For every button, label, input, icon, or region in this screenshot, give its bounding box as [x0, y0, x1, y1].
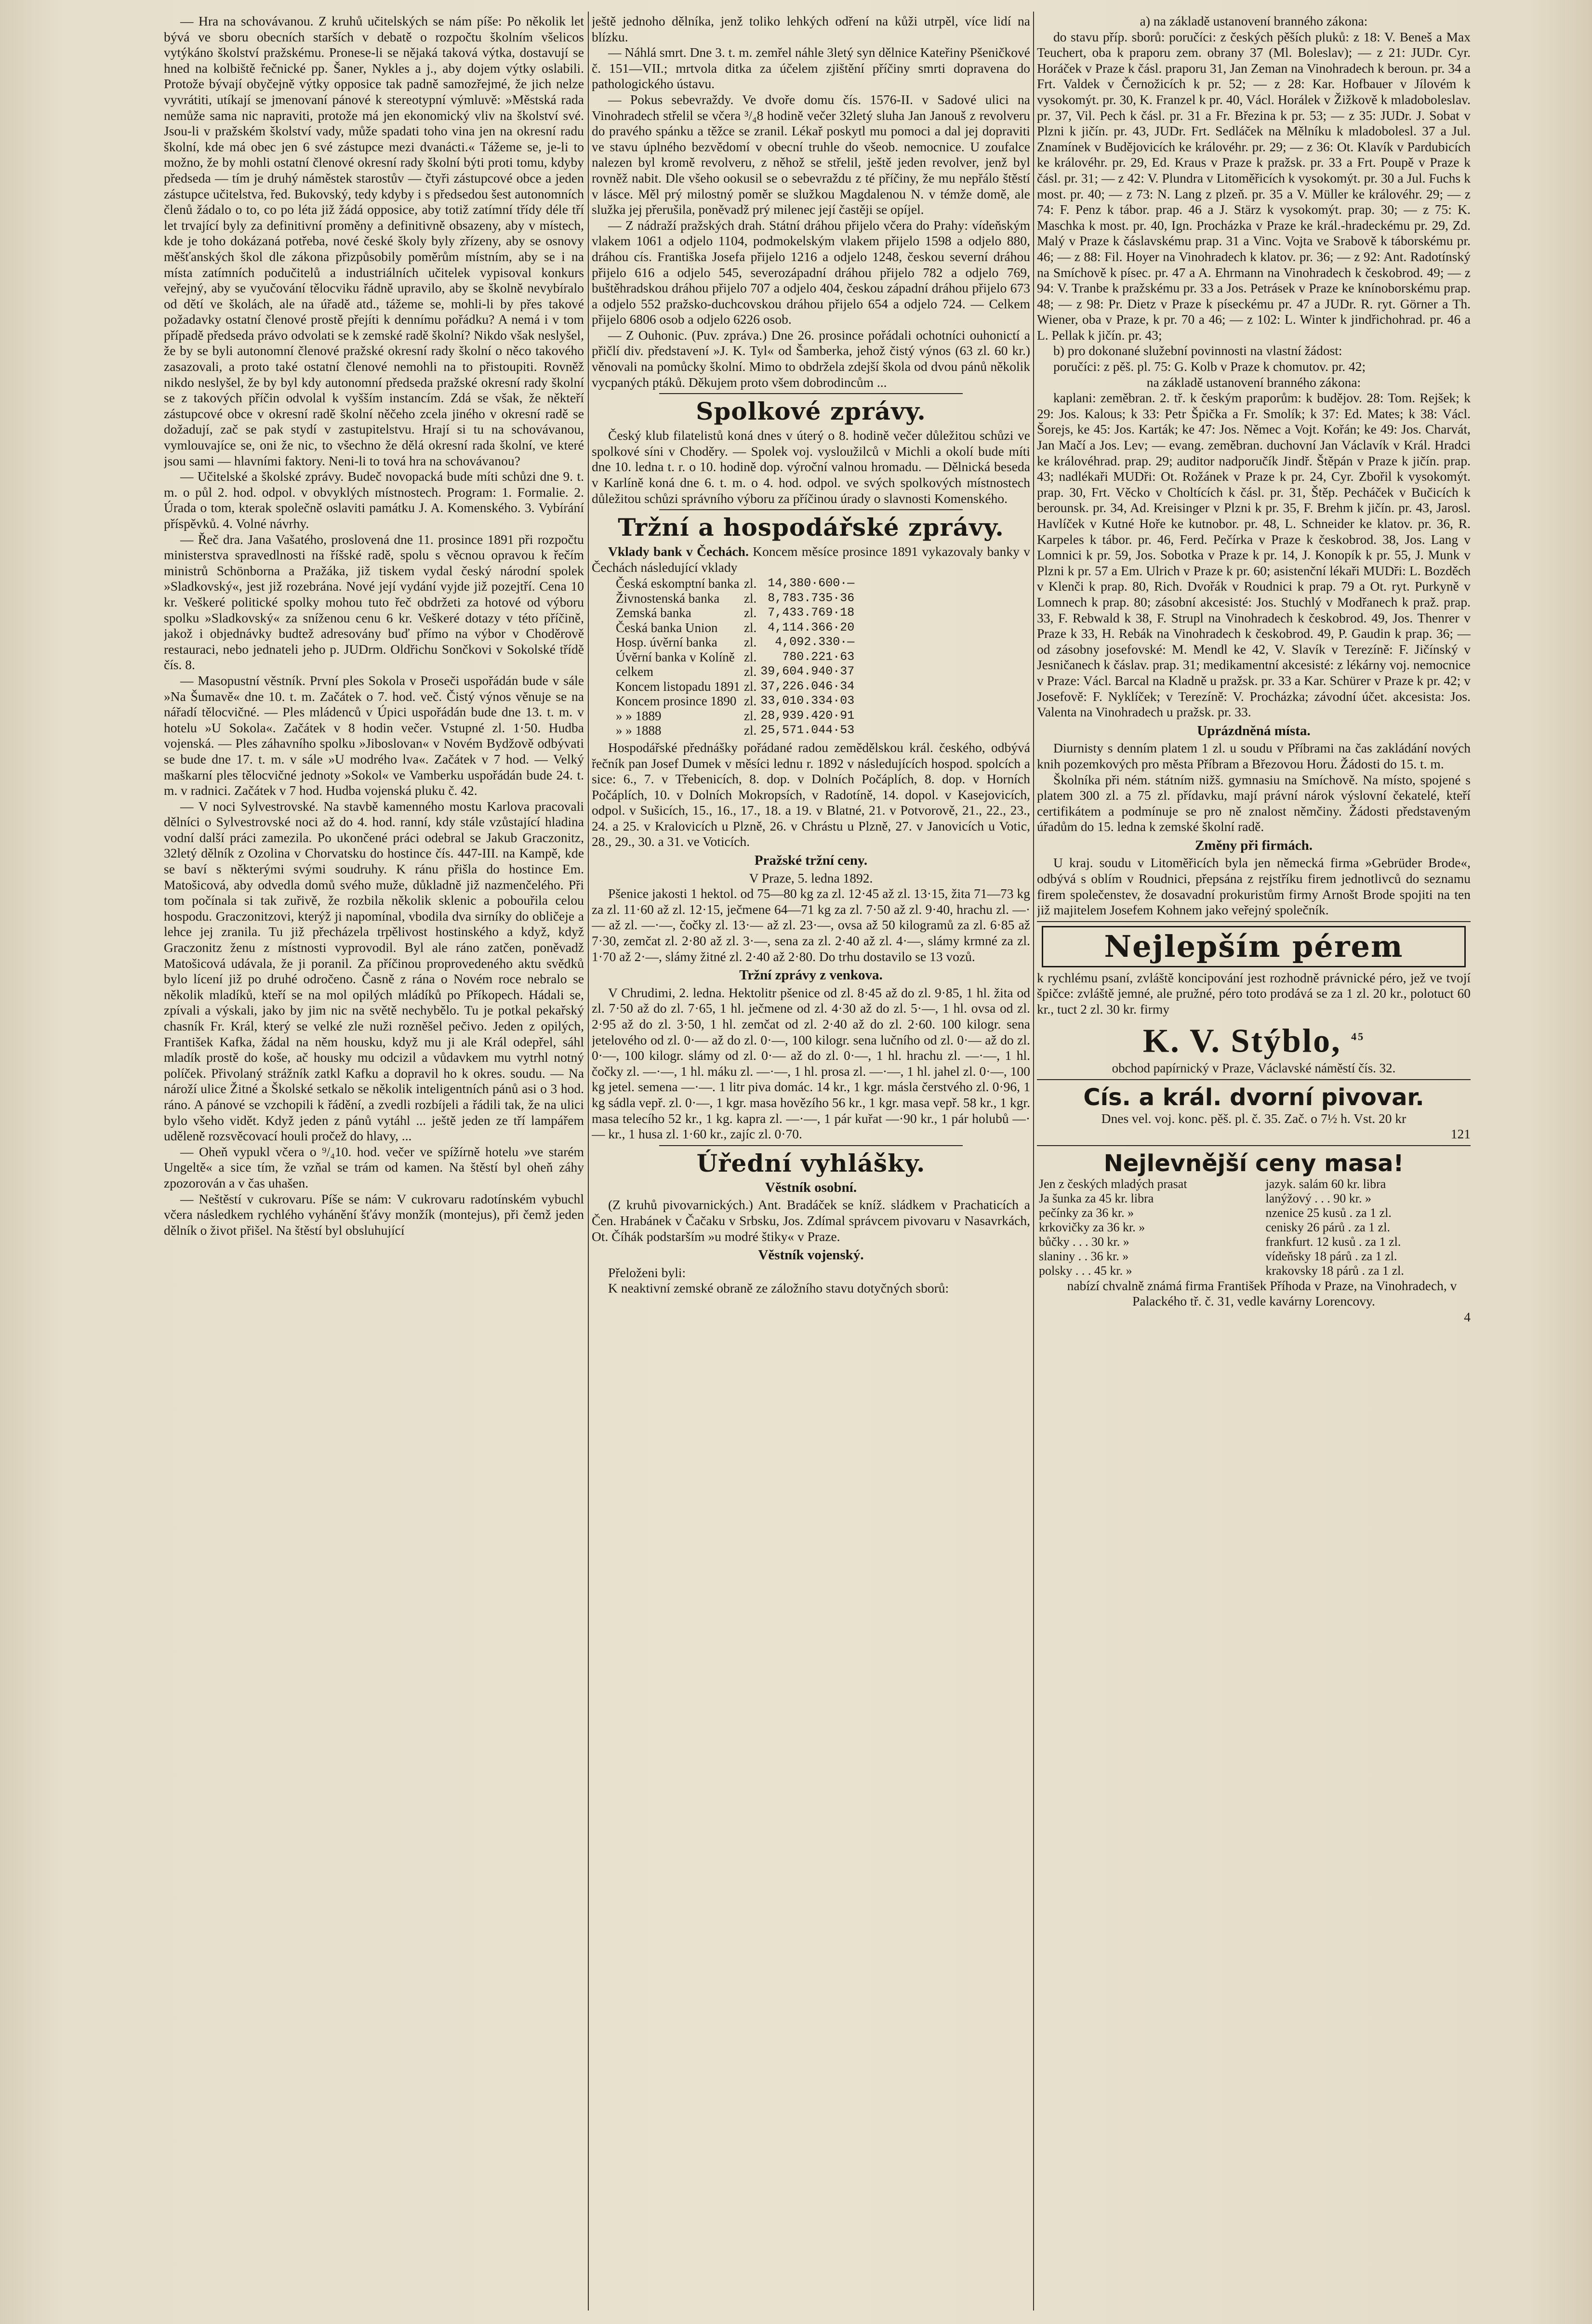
- meat-row: [1037, 1191, 1471, 1206]
- bank-cell-cur: zl.: [743, 576, 757, 591]
- meat-cell: vídeňsky 18 párů . za 1 zl.: [1265, 1249, 1397, 1263]
- military-list-b: poručíci: z pěš. pl. 75: G. Kolb v Praze k chomutov. pr. 42;: [1053, 359, 1366, 374]
- section-divider: [659, 509, 963, 510]
- column-rule: [588, 12, 589, 2311]
- ad-divider: [1037, 921, 1471, 922]
- bank-cell-name: Živnostenská banka: [616, 591, 720, 606]
- venkov-title: Tržní zprávy z venkova.: [739, 967, 883, 983]
- column-middle: [592, 13, 1030, 2308]
- meat-cell: lanýžový . . . 90 kr. »: [1265, 1191, 1372, 1205]
- bank-cell-name: Koncem listopadu 1891: [616, 679, 740, 694]
- ad-pero-title: Nejlepším pérem: [1104, 928, 1404, 964]
- bank-cell-cur: zl.: [743, 723, 757, 738]
- ad-pivovar-number: 121: [1450, 1126, 1471, 1142]
- meat-cell: slaniny . . 36 kr. »: [1039, 1249, 1129, 1263]
- bank-row: [616, 591, 858, 606]
- bank-cell-name: Česká eskomptní banka: [616, 576, 740, 591]
- bank-cell-cur: zl.: [743, 694, 757, 709]
- bank-cell-cur: zl.: [743, 606, 757, 621]
- section-title-trzni-zpravy: Tržní a hospodářské zprávy.: [618, 513, 1004, 542]
- ad-pero-text: k rychlému psaní, zvláště koncipování jest rozhodně právnické péro, jež ve tvojí špičce: zvláště jemné, ale pružné, péro toto prodává se za 1 zl. 20 kr., polotuct 60 kr., tuct 2 zl. 30 kr. firmy: [1037, 970, 1471, 1017]
- bank-cell-val: 8,783.735·36: [768, 591, 855, 605]
- prazske-trzni-ceny-date: V Praze, 5. ledna 1892.: [749, 870, 873, 885]
- article-vestnik-osobni: (Z kruhů pivovarnických.) Ant. Bradáček se kníž. sládkem v Prachaticích a Čen. Hrabánek v Čačaku v Srbsku, Jos. Zdímal správcem pivovaru v Nasavrkách, Ot. Číhák podstarším »u modré štiky« v Praze.: [592, 1197, 1030, 1244]
- vestnik-osobni-title: Věstník osobní.: [765, 1179, 857, 1195]
- meat-cell: frankfurt. 12 kusů . za 1 zl.: [1265, 1234, 1401, 1249]
- bank-row: [616, 664, 858, 679]
- bank-cell-val: 25,571.044·53: [760, 723, 855, 738]
- bank-cell-name: » » 1889: [616, 708, 662, 723]
- bank-cell-cur: zl.: [743, 679, 757, 694]
- zmeny-pri-firmach: U kraj. soudu v Litoměřicích byla jen německá firma »Gebrüder Brode«, odbývá s oblím v Roudnici, přepsána z rejstříku firem jednotlivců do seznamu firem společenstev, že dosavadní prokuristům firmy Arnošt Brode spojiti na ten již majitelem Josefem Kohnem jako veřejný společník.: [1037, 855, 1471, 918]
- article-ohen: — Oheň vypukl včera o ⁹/₄10. hod. večer ve spížírně hotelu »ve starém Ungeltě« a sice tím, že vzňal se trám od kamen. Na štěstí byl oheň záhy zpozorován a v čas uhašen.: [164, 1144, 584, 1190]
- ad-divider: [1037, 1145, 1471, 1146]
- article-z-nadrazi: — Z nádraží pražských drah. Státní dráhou přijelo včera do Prahy: vídeňským vlakem 1061 a odjelo 1104, podmokelským vlakem přijelo 1598 a odjelo 880, dráhou cís. Františka Josefa přijelo 1216 a odjelo 1248, českou severní dráhou přijelo 616 a odjelo 545, severozápadní dráhou přijelo 782 a odjelo 769, buštěhradskou dráhou přijelo 707 a odjelo 404, českou západní dráhou přijelo 673 a odjelo 552 pražsko-duchcovskou dráhou přijelo 654 a odjelo 724. — Celkem přijelo 6806 osob a odjelo 6226 osob.: [592, 217, 1030, 327]
- article-prazske-ceny: Pšenice jakosti 1 hektol. od 75—80 kg za zl. 12·45 až zl. 13·15, žita 71—73 kg za zl. 11·60 až zl. 12·15, ječmene 64—71 kg za zl. 7·50 až zl. 9·40, hrachu zl. —·— až zl. —·—, čočky zl. 13·— až zl. 23·—, ovsa až 50 kilogramů za zl. 6·85 až 7·30, zemčat zl. 2·80 až zl. 3·—, sena za zl. 2·40 až zl. 4·—, slámy krmné za zl. 1·70 až 2·—, slámy žitné zl. 2·40 až 2·80. Do trhu dostavilo se 13 vozů.: [592, 886, 1030, 964]
- bank-cell-val: 39,604.940·37: [760, 664, 855, 679]
- meat-cell: nzenice 25 kusů . za 1 zl.: [1265, 1205, 1392, 1220]
- section-title-spolkove-zpravy: Spolkové zprávy.: [696, 397, 926, 426]
- bank-row: [616, 635, 858, 650]
- section-divider: [659, 1145, 963, 1146]
- meat-cell: pečínky za 36 kr. »: [1039, 1205, 1134, 1220]
- meat-cell: [1258, 1264, 1264, 1278]
- bank-cell-name: » » 1888: [616, 723, 662, 738]
- meat-cell: cenisky 26 párů . za 1 zl.: [1265, 1220, 1390, 1234]
- article-nestesti-v-cukrovaru: — Neštěstí v cukrovaru. Píše se nám: V cukrovaru radotínském vybuchl včera následkem rychlého vyhánění šťávy monžík (montejus), při čemž jeden dělník o život přišel. Na štěstí byl obsluhující: [164, 1191, 584, 1238]
- article-spolkove: Český klub filatelistů koná dnes v úterý o 8. hodině večer důležitou schůzi ve spolkové síni v Choděry. — Spolek voj. vysloužilců v Michli a okolí bude míti dne 10. ledna t. r. o 10. hodině dop. výroční valnou hromadu. — Dělnická beseda v Karlíně koná dne 6. t. m. o 4. hod. odpol. ve svých spolkových místnostech důležitou schůzi správního výboru za příčinou úrady o slavnosti Komenského.: [592, 428, 1030, 506]
- bank-cell-cur: zl.: [743, 620, 757, 635]
- bank-cell-name: Úvěrní banka v Kolíně: [616, 649, 735, 664]
- bank-cell-name: Hosp. úvěrní banka: [616, 635, 717, 650]
- bank-cell-val: 14,380·600·—: [768, 576, 855, 591]
- ad-pivovar-text: Dnes vel. voj. konc. pěš. pl. č. 35. Zač. o 7½ h. Vst. 20 kr: [1101, 1110, 1406, 1126]
- meat-cell: [1258, 1220, 1264, 1235]
- bank-deposits-table: [616, 576, 858, 738]
- meat-cell: polsky . . . 45 kr. »: [1039, 1263, 1132, 1278]
- bank-row: [616, 679, 858, 694]
- bank-cell-cur: zl.: [743, 649, 757, 664]
- bank-cell-name: Zemská banka: [616, 606, 691, 621]
- vklady-heading: Vklady bank v Čechách.: [608, 544, 749, 559]
- ad-divider: [1037, 1079, 1471, 1080]
- bank-cell-val: 4,114.366·20: [768, 620, 855, 634]
- bank-cell-val: 33,010.334·03: [760, 694, 855, 708]
- bank-cell-cur: zl.: [743, 591, 757, 606]
- prazske-trzni-ceny-title: Pražské tržní ceny.: [754, 853, 868, 869]
- bank-cell-name: Česká banka Union: [616, 620, 718, 635]
- column-right: [1037, 13, 1471, 2308]
- ad-pero-number: 45: [1351, 1030, 1365, 1043]
- bank-row: [616, 650, 858, 665]
- meat-cell: bůčky . . . 30 kr. »: [1039, 1234, 1129, 1249]
- meat-cell: krakovsky 18 párů . za 1 zl.: [1265, 1263, 1404, 1278]
- ad-maso-title: Nejlevnější ceny masa!: [1103, 1149, 1404, 1177]
- uprazdnena-mista-title: Uprázdněná místa.: [1197, 723, 1311, 739]
- military-heading-c: na základě ustanovení branného zákona:: [1146, 374, 1361, 390]
- section-divider: [659, 393, 963, 394]
- bank-cell-val: 37,226.046·34: [760, 679, 855, 693]
- ad-nejlepsim-perem: [1042, 926, 1466, 967]
- uprazdnena-mista-1: Diurnisty s denním platem 1 zl. u soudu v Příbrami na čas zakládání nových knih pozemkových pro města Příbram a Březovou Horu. Žádosti do 15. t. m.: [1037, 740, 1471, 771]
- meat-cell: [1258, 1191, 1264, 1206]
- meat-cell: Ja šunka za 45 kr. libra: [1039, 1191, 1154, 1205]
- military-heading-a: a) na základě ustanovení branného zákona:: [1140, 13, 1368, 28]
- ad-pero-firm-name: K. V. Stýblo,: [1142, 1022, 1341, 1059]
- bank-cell-cur: zl.: [743, 708, 757, 723]
- meat-row: [1037, 1220, 1471, 1235]
- column-rule: [1033, 12, 1034, 2311]
- article-v-noci-sylvestrovske: — V noci Sylvestrovské. Na stavbě kamenného mostu Karlova pracovali dělníci o Sylvestrovské noci až do 4. hod. ranní, kdy stále vzůstající hladina vodní další práci zamezila. Po ukončené práci odebral se Jakub Graczonitz, 32letý dělník z Ozolina v Chorvatsku do hostince čís. 447-III. na Kampě, kde se baví s některými svými soudruhy. K ránu přišla do hostince Em. Matošicová, aby odvedla domů svého muže, důkladně již nazmenčelého. Při tom počínala si tak zuřivě, že rozbila několik sklenic a pobouřila celou hospodu. Graczonitzovi, kterýž ji napomínal, vbodila dva sirníky do obličeje a lehce jej zranila. Tu již přecházela trpělivost hostinského a když, když Graczonitz ženu z místnosti vyprovodil. Byl ale ráno zatčen, poněvadž Matošicová udávala, že ji poranil. Za příčinou proprovedeného aktu svědků bylo lícení již po druhé odročeno. Časně z rána o Novém roce nebralo se několik mladíků, kteří se na mol opilých mládíků po Příkopech. Hádali se, zpívali a výskali, jako by jim nic na světě nechybělo. Tu je potkal pekařský chasník Fr. Král, který se velké zle nuži rozněšel pečivo. Jeden z opilých, František Kafka, žádal na něm housku, když mu ji ale Král odepřel, sáhl mladík prostě do koše, ač housky mu odcizil a vůdavkem mu vytrhl notný políček. Přivolaný strážník zatkl Kafku a dopravil ho k okres. soudu. — Na nároží ulice Žitné a Školské setkalo se několik inteligentních pánů asi o 3 hod. ráno. A pánové se vzchopili k řádění, a zvedli rozbíjeli a řádili tak, že na ulici bylo všeho vidět. Když jeden z pánů vytáhl ... ještě jeden ze tří lampářem uděleně rozsvěcovací houli pročež do hlavy, ...: [164, 798, 584, 1144]
- uprazdnena-mista-2: Školníka při ném. státním nižš. gymnasiu na Smíchově. Na místo, spojené s platem 300 zl. a 75 zl. přídavku, mají právní nárok výslovní čekatelé, kteří certifikátem a podmínuje se pro ně znalost němčiny. Žádosti představeným úřadům do 15. ledna k zemské školní radě.: [1037, 772, 1471, 834]
- ad-pero-address: obchod papírnický v Praze, Václavské náměstí čís. 32.: [1112, 1060, 1396, 1075]
- meat-row: [1037, 1249, 1471, 1264]
- bank-cell-val: 780.221·63: [782, 649, 855, 664]
- meat-row: [1037, 1235, 1471, 1249]
- bank-row: [616, 694, 858, 709]
- ad-maso-number: 4: [1464, 1309, 1471, 1324]
- article-vklady-bank: [592, 544, 1030, 575]
- meat-cell: [1258, 1235, 1264, 1249]
- section-title-uredni-vyhlasky: Úřední vyhlášky.: [696, 1149, 926, 1177]
- military-list-c: kaplani: zeměbran. 2. tř. k českým praporům: k budějov. 28: Tom. Rejšek; k 29: Jos. Kalous; k 33: Petr Špička a Fr. Smolík; k 37: Ed. Mates; k 38: Václ. Šorejs, ke 45: Jos. Karták; ke 47: Jos. Němec a Vojt. Kořán; ke 49: Jos. Charvát, Jan Mačí a Jos. Lev; — evang. zeměbran. duchovní Jan Václavík v Král. Hradci ke královéhrad. prap. 29; auditor nadporučík Jindř. Štěpán v Praze k jičín. prap. 43; nadlékaři MUDři: Ot. Rožánek v Praze k pr. 24, Cyr. Zbořil k vysokomýt. prap. 30, Frt. Věcko v Choltících k čásl. pr. 31, Štěp. Pecháček v Bučicích k berounsk. pr. 34, Ad. Kreisinger v Plzni k pr. 35, F. Brehm k jičín. pr. 43, Jarosl. Havlíček v Kutné Hoře ke kutnobor. pr. 48, L. Schneider ke klatov. pr. 36, R. Karpeles k tábor. pr. 46, Ferd. Pečírka v Praze k českobrod. 38, Jos. Lang v Lomnici k pr. 59, Jos. Sobotka v Praze k pr. 14, J. Konopík k pr. 55, J. Munk v Plzni k pr. 57 a Em. Ulrich v Praze k pr. 60; asistenční lékaři MUDři: L. Bozděch v Klenči k prap. 80, Rich. Dvořák v Roudnici k prap. 79 a Ot. ryt. Purkyně v Lomnech k prap. 80; zásobní akcesisté: Jos. Stuchlý v Modřanech k praž. prap. 33, F. Rebwald k 38, F. Strupl na Vinohradech k českobrod. 49, Jos. Thenrer v Praze k 33, H. Rebák na Vinohradech k českobrod. 49, P. Gaudin k prap. 36; — od zásobny josefovské: M. Mendl ke 42, V. Slavík v Terezíně: F. Jičínský v Jesničanech k čáslav. prap. 31; medikamentní akcesisté: z lékárny voj. nemocnice v Praze: Václ. Barcal na Kladně u pražsk. pr. 33 a Kar. Schürer v Praze k pr. 42; v Josefově: F. Nyklíček; v Terezíně: V. Procházka; závodní účet. akcesista: Jos. Valenta na Vinohradech u pražsk. pr. 33.: [1037, 390, 1471, 720]
- bank-cell-val: 4,092.330·—: [775, 635, 855, 649]
- meat-cell: [1258, 1249, 1264, 1264]
- meat-cell: krkovičky za 36 kr. »: [1039, 1220, 1145, 1234]
- bank-cell-val: 28,939.420·91: [760, 708, 855, 723]
- article-nahla-smrt: — Náhlá smrt. Dne 3. t. m. zemřel náhle 3letý syn dělnice Kateřiny Pšeničkové č. 151—VII.; mrtvola ditka za účelem zjištění příčiny smrti dopravena do pathologického ústavu.: [592, 45, 1030, 92]
- bank-row: [616, 709, 858, 724]
- bank-row: [616, 723, 858, 738]
- ad-pivovar-title: Cís. a král. dvorní pivovar.: [1083, 1083, 1424, 1111]
- meat-cell: jazyk. salám 60 kr. libra: [1265, 1176, 1386, 1191]
- vestnik-vojensky-line2: K neaktivní zemské obraně ze záložního stavu dotyčných sborů:: [608, 1281, 949, 1296]
- article-venkov-ceny: V Chrudimi, 2. ledna. Hektolitr pšenice od zl. 8·45 až do zl. 9·85, 1 hl. žita od zl. 7·50 až do zl. 7·65, 1 hl. ječmene od zl. 4·30 až do zl. 5·—, 1 hl. ovsa od zl. 2·95 až do zl. 3·50, 1 hl. zemčat od zl. 2·40 až do zl. 2·60. 100 kilogr. sena jetelového od zl. 0·— až do zl. 0·—, 100 kilogr. sena lučního od zl. 0·— až do zl. 0·—, 100 kilogr. slámy od zl. 0·— až do zl. 0·—, 1 hl. hrachu zl. —·—, 1 hl. čočky zl. —·—, 1 hl. máku zl. —·—, 1 hl. prosa zl. —·—, 1 hl. jahel zl. 0·—, 100 kg jetel. semena —·—. 1 litr piva domác. 14 kr., 1 kgr. másla čerstvého zl. 0·96, 1 kg sádla vepř. zl. 0·—, 1 kgr. masa hovězího 56 kr., 1 kgr. masa vepř. 58 kr., 1 kgr. masa telecího 52 kr., 1 kg. kapra zl. —·—, 1 pár kuřat —·90 kr., 1 pár holubů —·— kr., 1 husa zl. 1·60 kr., zajíc zl. 0·70.: [592, 985, 1030, 1142]
- article-rec-dra-vasateho: — Řeč dra. Jana Vašatého, proslovená dne 11. prosince 1891 při rozpočtu ministerstva spravedlnosti na říšské radě, spolu s věcnou opravou k řečím ministrů Schönborna a Pražáka, již tiskem vydal český národní spolek »Sladkovský«, jest již rozebrána. Nové její vydání vyjde již pozejtří. Cena 10 kr. Veškeré politické spolky mohou tuto řeč obdržeti za hotové od výboru spolku »Sladkovský« za sníženou cenu 6 kr. Veškeré dotazy v této příčině, jakož i objednávky budtež adresovány buď přímo na výbor v Choděrově restauraci, nebo jednateli jeho p. JUDrm. Oldřichu Sončkovi v Sokolské třídě čís. 8.: [164, 531, 584, 673]
- ad-pero-firm: [1037, 1017, 1471, 1060]
- meat-row: [1037, 1177, 1471, 1191]
- military-list-a: do stavu příp. sborů: poručíci: z českých pěších pluků: z 18: V. Beneš a Max Teuchert, oba k praporu zem. obrany 37 (Ml. Boleslav); — z 21: JUDr. Cyr. Horáček v Praze k čásl. praporu 31, Jan Zeman na Vinohradech k beroun. pr. 34 a Frt. Valdek v Černožicích k pr. 52; — z 28: Kar. Hofbauer v Jílovém k vysokomýt. pr. 30, K. Franzel k pr. 40, Václ. Horálek v Žižkově k mladoboleslav. pr. 37, Vil. Pech k čásl. pr. 31 a Fr. Březina k pr. 53; — z 35: JUDr. J. Sobat v Plzni k jičín. pr. 43, JUDr. Frt. Sedláček na Mělníku k mladobolesl. 37 a Jul. Znamínek v Budějovicích ke královéhr. pr. 29; — z 36: Ot. Klavík v Pardubicích ke královéhr. pr. 29, Ed. Kraus v Praze k pražsk. pr. 33 a Frt. Poupě v Praze k čásl. pr. 31; — z 42: V. Plundra v Litoměřicích k vysokomýt. pr. 30 a Jul. Fuchs k most. pr. 40; — z 73: N. Lang z plzeň. pr. 35 a V. Müller ke královéhr. 29; — z 74: F. Penz k tábor. prap. 46 a J. Stärz k vysokomýt. prap. 30; — z 75: K. Maschka k most. pr. 40, Ign. Procházka v Praze ke král.-hradeckému pr. 29, Zd. Malý v Praze k čáslavskému prap. 31 a Vinc. Vojta ve Srabově k táborskému pr. 46; — z 88: Fil. Hoyer na Vinohradech k klatov. pr. 36; — z 92: Ant. Radotínský na Smíchově k písec. pr. 47 a A. Ehrmann na Vinohradech k českobrod. 49; — z 94: V. Tranbe k pražskému pr. 33 a Jos. Petrásek v Praze ke knínoborskému prap. 48; — z 98: Pr. Dietz v Praze k píseckému pr. 47 a JUDr. R. ryt. Görner a Th. Wiener, oba v Praze, k pr. 70 a 46; — z 102: L. Winter k jindřichohrad. pr. 46 a L. Pellak k jičín. pr. 43;: [1037, 29, 1471, 343]
- article-hospodarske-prednasky: Hospodářské přednášky pořádané radou zemědělskou král. českého, odbývá řečník pan Josef Dumek v měsíci lednu r. 1892 v následujících hospod. spolcích a sice: 6., 7. v Třebenicích, 8. dop. v Dolních Počáplích, 8. dop. v Horních Počáplích, 10. v Dolních Mokropsích, v Radotíně, 14. dopol. v Kasejovicích, odpol. v Sušicích, 15., 16., 17., 18. a 19. v Blatné, 21. v Potvorově, 21., 22., 23., 24. a 25. v Kralovicích u Plzně, 26. v Chrástu u Plzně, 27. v Janovicích u Votic, 28., 29., 30. a 31. ve Voticích.: [592, 739, 1030, 849]
- bank-row: [616, 576, 858, 591]
- article-pokus-sebevrazdy: — Pokus sebevraždy. Ve dvoře domu čís. 1576-II. v Sadové ulici na Vinohradech střelil se včera ³/₄8 hodině večer 32letý sluha Jan Janouš z revolveru do pravého spánku a těžce se zranil. Lékař poskytl mu pomoci a dal jej dopraviti ve stavu úplného bezvědomí v obecní truhle do všeob. nemocnice. U zoufalce nalezen byl kromě revolveru, z něhož se střelil, ještě jeden revolver, jenž byl rovněž nabit. Dle všeho ookusil se o sebevraždu z té příčiny, že mu nepřálo štěstí v lásce. Měl prý milostný poměr se služkou Magdalenou N. v témže domě, ale služka jej přerušila, poněvadž prý milenec její častěji se opíjel.: [592, 92, 1030, 217]
- ad-maso-text: nabízí chvalně známá firma František Příhoda v Praze, na Vinohradech, v Palackého tř. č. 31, vedle kavárny Lorencovy.: [1067, 1278, 1457, 1309]
- meat-price-table: [1037, 1177, 1471, 1278]
- bank-cell-cur: zl.: [743, 635, 757, 650]
- article-masopustni-vestnik: — Masopustní věstník. První ples Sokola v Proseči uspořádán bude v sále »Na Šumavě« dne 10. t. m. Začátek o 7. hod. več. Čistý výnos věnuje se na nářadí tělocvičné. — Ples mládenců v Úpici uspořádán bude dne 13. t. m. v hotelu »U Sokola«. Začátek v 8 hodin večer. Vstupné zl. 1·50. Hudba vojenská. — Ples záhavního spolku »Jiboslovan« v Novém Bydžově odbývati se bude dne 17. t. m. v sále »U modrého lva«. Začátek v 7 hod. — Velký maškarní ples tělocvičné jednoty »Sokol« ve Vamberku uspořádán bude 24. t. m. v radnici. Začátek v 7 hod. Hudba vojenská pluku č. 42.: [164, 673, 584, 798]
- bank-row: [616, 621, 858, 635]
- meat-row: [1037, 1264, 1471, 1278]
- bank-cell-name: Koncem prosince 1890: [616, 694, 737, 709]
- article-ucitelske-zpravy: — Učitelské a školské zprávy. Budeč novopacká bude míti schůzi dne 9. t. m. o půl 2. hod. odpol. v obvyklých místnostech. Program: 1. Formalie. 2. Úrada o tom, kterak společně oslaviti památku J. A. Komenského. 3. Vybírání příspěvků. 4. Volné návrhy.: [164, 469, 584, 531]
- vklady-intro: Koncem měsíce prosince 1891 vykazovaly banky v Čechách následující vklady: [592, 544, 1030, 575]
- bank-cell-cur: zl.: [743, 664, 757, 679]
- bank-cell-name: celkem: [616, 664, 653, 679]
- military-heading-b: b) pro dokonané služební povinnosti na vlastní žádost:: [1053, 343, 1342, 358]
- vestnik-vojensky-title: Věstník vojenský.: [758, 1247, 864, 1263]
- zmeny-pri-firmach-title: Změny při firmách.: [1194, 837, 1313, 853]
- article-continuation: ještě jednoho dělníka, jenž toliko lehkých odření na kůži utrpěl, více lidí na blízku.: [592, 13, 1030, 44]
- article-z-ouhonic: — Z Ouhonic. (Puv. zpráva.) Dne 26. prosince pořádali ochotníci ouhonictí a přičlí div. představení »J. K. Tyl« od Šamberka, jehož čistý výnos (63 zl. 60 kr.) věnovali na pomůcky školní. Mimo to obdržela zdejší škola od dvou pánů několik vycpaných ptáků. Děkujem proto všem dobrodincům ...: [592, 327, 1030, 390]
- meat-row: [1037, 1206, 1471, 1220]
- bank-cell-val: 7,433.769·18: [768, 606, 855, 620]
- meat-cell: [1258, 1177, 1264, 1191]
- bank-row: [616, 606, 858, 621]
- article-hra-na-schovavanou: — Hra na schovávanou. Z kruhů učitelských se nám píše: Po několik let bývá ve sboru obecních starších v debatě o rozpočtu školním všelicos vytýkáno školství pražskému. Pronese-li se nějaká taková výtka, dostavují se hned na kolbiště řečnické pp. Šaner, Nykles a j., aby dojem výtky oslabili. Protože bývají obyčejně výtky opposice tak padně samozřejmé, že jich nelze vyvrátiti, utíkají se jmenovaní pánové k stereotypní výmluvě: »Městská rada nemůže sama nic napraviti, protože má jen ekonomický vliv na školství své. Jsou-li v pražském školství vady, může spadati toho vina jen na okresní radu školní, kde má obec jen 6 své zástupce mezi dvanácti.« Tážeme se, je-li to možno, že by mohli ostatní členové okresní rady školní býti proti tomu, kdyby předseda — tím je druhý náměstek starostův — čtyři zástupcové obce a jeden zástupce učitelstva, řed. Bukovský, tedy kdyby i s předsedou šest autonomních členů žádalo o to, co po léta již žádá opposice, aby totiž zatímní třídy déle tří let trvající byly za definitivní proměny a definitivně obsazeny, aby v místech, kde je toho dokázaná potřeba, nové české školy byly zřízeny, aby se osnovy měšťanských škol dle zákona přizpůsobily poměrům místním, aby se i na místa zatímních podučitelů a industriálních učitelek vypisoval konkurs veřejný, aby se vyučování tělocviku řádně upravilo, aby se školně nevybíralo od dětí ve školách, ale na úřadě atd., tážeme se, mohli-li by přes takové požadavky ostatní členové prostě přejíti k dennímu pořádku? A nemá i v tom případě předseda právo odvolati se k zemské radě školní? Nikdo však neslyšel, že by se byli autonomní členové pražské okresní rady školní o něco takového zasazovali, a proto také ostatní členové nemohli na to přistoupiti. Rovněž nikdo neslyšel, že by byl kdy autonomní předseda pražské okresní rady školní se z takových příčin odvolal k vyšším instancím. Zdá se však, že někteří zástupcové obce v okresní radě školní něčeho zcela jiného v okresní radě se dožadují, zač se pak stydí v zastupitelstvu. Hrají si tu na schovávanou, vymlouvajíce se, oni že nic, to všechno že dělá okresní rada školní, ve které jsou sami — hlavními faktory. Neni-li to tová hra na schovávanou?: [164, 13, 584, 468]
- column-left: [164, 13, 584, 2308]
- vestnik-vojensky-line1: Přeloženi byli:: [608, 1265, 686, 1280]
- meat-cell: Jen z českých mladých prasat: [1039, 1176, 1187, 1191]
- meat-cell: [1258, 1206, 1264, 1220]
